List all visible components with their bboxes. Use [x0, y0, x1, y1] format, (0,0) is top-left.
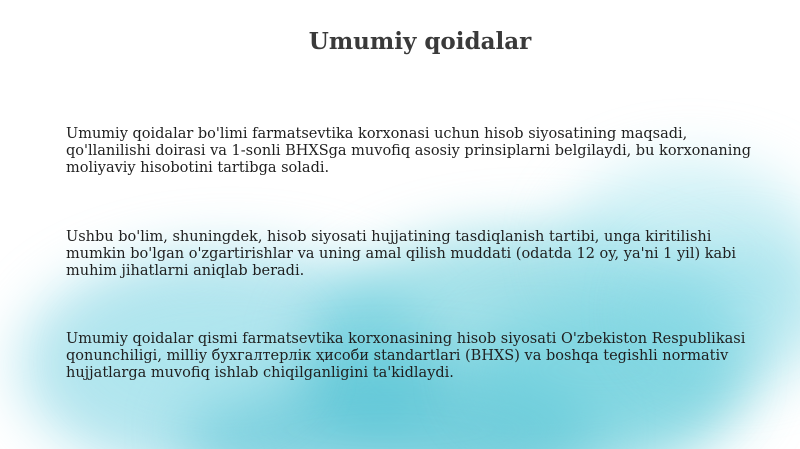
paragraph-approval-procedure: Ushbu bo'lim, shuningdek, hisob siyosati hujjatining tasdiqlanish tartibi, unga kiritilishi mumkin bo'lgan o'zgartirishlar va uning amal qilish muddati (odatda 12 oy, ya'ni 1 yil) kabi muhim jihatlarni aniqlab beradi. — [66, 229, 737, 279]
paragraph-legal-compliance: Umumiy qoidalar qismi farmatsevtika korxonasining hisob siyosati O'zbekiston Respublikasi qonunchiligi, milliy бухгалтерлік ҳисоби standartlari (BHXS) va boshqa tegishli normativ hujjatlarga muvofiq ishlab chiqilganligini ta'kidlaydi. — [66, 331, 746, 381]
paragraph-general-rules: Umumiy qoidalar bo'limi farmatsevtika korxonasi uchun hisob siyosatining maqsadi, qo'llanilishi doirasi va 1-sonli BHXSga muvofiq asosiy prinsiplarni belgilaydi, bu korxonaning moliyaviy hisobotini tartibga soladi. — [66, 126, 751, 176]
slide-title: Umumiy qoidalar — [308, 28, 532, 55]
